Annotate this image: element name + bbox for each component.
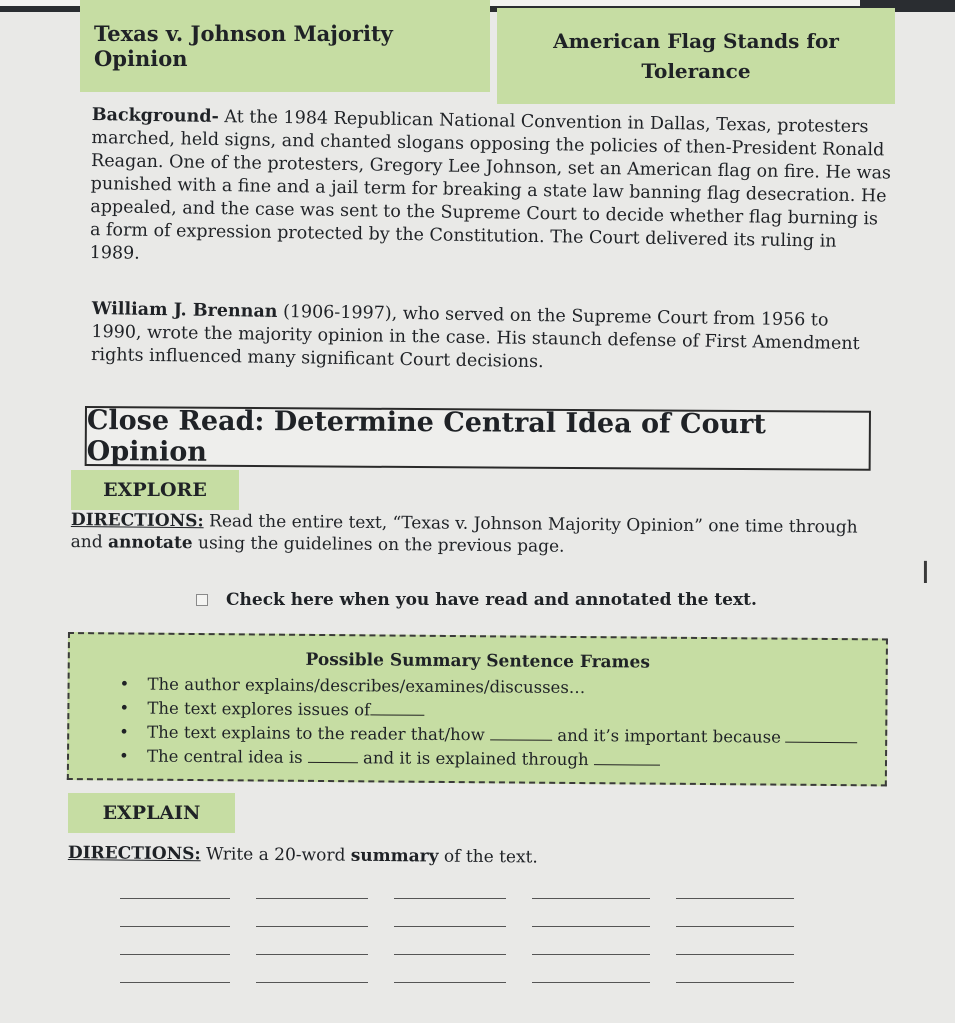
- explore-tag: [71, 470, 239, 510]
- explore-directions-label: DIRECTIONS:: [70, 509, 204, 532]
- frame-blank: [308, 748, 358, 763]
- author-name: William J. Brennan: [91, 298, 278, 322]
- writing-line[interactable]: [394, 918, 506, 927]
- explain-directions-label: DIRECTIONS:: [67, 842, 201, 865]
- explain-directions-text-2: of the text.: [438, 846, 538, 868]
- writing-line-row: [120, 974, 810, 1002]
- background-paragraph: [89, 104, 891, 278]
- frame-blank: [490, 725, 552, 740]
- writing-line[interactable]: [256, 946, 368, 955]
- background-text: At the 1984 Republican National Convention in Dallas, Texas, protesters marched, held signs, and chanted slogans opposing the policies of then-President Ronald Reagan. One of the protesters, Gregory Lee Johnson, set an American flag on fire. He was punished with a fine and a jail term for breaking a state law banning flag desecration. He appealed, and the case was sent to the Supreme Court to decide whether flag burning is a form of expression protected by the Constitution. The Court delivered its ruling in 1989.: [89, 106, 892, 264]
- writing-line[interactable]: [120, 946, 230, 955]
- summary-writing-lines[interactable]: [120, 890, 810, 1002]
- frame-item-text: The author explains/describes/examines/discusses…: [147, 674, 586, 698]
- close-read-title-box: [85, 406, 871, 471]
- header-right-cell: [497, 8, 895, 104]
- author-text: (1906-1997), who served on the Supreme Court from 1956 to 1990, wrote the majority opinion in the case. His staunch defense of First Amendment rights influenced many significant Court decisions.: [90, 301, 860, 373]
- explore-tag-label: EXPLORE: [103, 479, 207, 501]
- frame-item-text: The text explains to the reader that/how: [147, 722, 491, 745]
- frame-item-text: and it is explained through: [357, 748, 594, 770]
- background-label: Background-: [91, 104, 219, 127]
- writing-line[interactable]: [256, 918, 368, 927]
- writing-line-row: [120, 918, 810, 946]
- explain-tag: [68, 793, 235, 833]
- text-cursor-icon: I: [921, 556, 930, 591]
- writing-line[interactable]: [120, 918, 230, 927]
- writing-line-row: [120, 890, 810, 918]
- frames-title: Possible Summary Sentence Frames: [305, 649, 651, 673]
- writing-line[interactable]: [676, 890, 794, 899]
- close-read-title: Close Read: Determine Central Idea of Court Opinion: [86, 405, 766, 468]
- frame-blank: [370, 700, 424, 715]
- header-left-cell: [80, 0, 490, 92]
- writing-line[interactable]: [120, 974, 230, 983]
- frames-list: [69, 672, 886, 774]
- read-check-row[interactable]: [196, 590, 757, 610]
- explore-directions-text-1: Read the entire text, “Texas v. Johnson Majority Opinion” one time through and: [70, 511, 858, 553]
- writing-line[interactable]: [676, 918, 794, 927]
- read-checkbox-label: Check here when you have read and annotated the text.: [226, 590, 757, 610]
- read-checkbox[interactable]: [196, 594, 208, 606]
- frame-item-text: The central idea is: [146, 746, 308, 767]
- writing-line-row: [120, 946, 810, 974]
- explain-directions-bold: summary: [350, 845, 439, 867]
- writing-line[interactable]: [532, 918, 650, 927]
- writing-line[interactable]: [120, 890, 230, 899]
- header-left-title: Texas v. Johnson Majority Opinion: [94, 21, 393, 71]
- header-right-title: American Flag Stands for Tolerance: [553, 29, 839, 83]
- writing-line[interactable]: [532, 890, 650, 899]
- writing-line[interactable]: [256, 890, 368, 899]
- writing-line[interactable]: [256, 974, 368, 983]
- writing-line[interactable]: [676, 974, 794, 983]
- writing-line[interactable]: [394, 890, 506, 899]
- explain-directions: [68, 842, 868, 872]
- author-paragraph: [91, 298, 872, 379]
- frame-blank: [594, 750, 660, 766]
- explore-directions-bold: annotate: [107, 532, 193, 554]
- frame-item-text: and it’s important because: [551, 725, 782, 747]
- writing-line[interactable]: [394, 974, 506, 983]
- writing-line[interactable]: [532, 946, 650, 955]
- frame-item-text: The text explores issues of: [147, 698, 371, 720]
- writing-line[interactable]: [676, 946, 794, 955]
- summary-frames-box: [67, 632, 888, 786]
- writing-line[interactable]: [532, 974, 650, 983]
- explain-directions-text-1: Write a 20-word: [200, 844, 351, 866]
- explore-directions: [71, 509, 861, 561]
- writing-line[interactable]: [394, 946, 506, 955]
- frame-blank: [785, 728, 857, 744]
- explore-directions-text-2: using the guidelines on the previous page.: [192, 533, 565, 557]
- frame-item: [147, 745, 885, 775]
- explain-tag-label: EXPLAIN: [102, 802, 201, 824]
